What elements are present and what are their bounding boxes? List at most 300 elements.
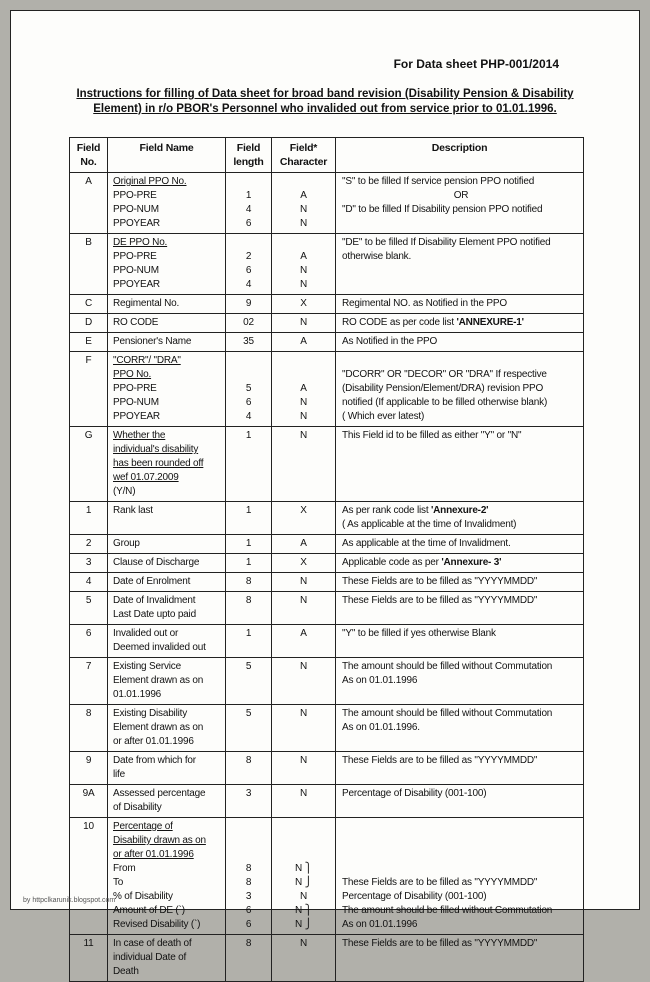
cell-line: No.	[80, 156, 97, 168]
cell-line: 9	[85, 755, 92, 766]
cell-line: These Fields are to be filled as "YYYYMMDD"	[342, 877, 538, 888]
table-row	[70, 658, 584, 705]
cell-line: Death	[113, 966, 139, 977]
cell-field-no	[70, 705, 108, 752]
cell-line: individual's disability	[113, 444, 199, 455]
cell-field-character	[272, 502, 336, 535]
cell-description	[336, 573, 584, 592]
cell-field-length	[226, 427, 272, 502]
cell-line: 5	[245, 661, 252, 672]
cell-field-no	[70, 234, 108, 295]
cell-line: Applicable code as per 'Annexure- 3'	[342, 557, 502, 568]
cell-field-name	[108, 333, 226, 352]
cell-field-length	[226, 333, 272, 352]
cell-field-name	[108, 658, 226, 705]
cell-line: "DE" to be filled If Disability Element PPO notified	[342, 237, 551, 248]
cell-field-length	[226, 785, 272, 818]
cell-line: In case of death of	[113, 938, 192, 949]
cell-line: N	[299, 265, 308, 276]
cell-line: PPO-PRE	[113, 190, 157, 201]
cell-line: Field	[236, 142, 261, 154]
cell-line: N	[299, 661, 308, 672]
cell-description	[336, 173, 584, 234]
cell-line: OR	[453, 190, 469, 201]
cell-line: 1	[245, 505, 252, 516]
cell-field-length	[226, 658, 272, 705]
cell-field-character	[272, 785, 336, 818]
table-row	[70, 352, 584, 427]
cell-line: N ⎭	[295, 919, 312, 930]
cell-field-name	[108, 935, 226, 982]
cell-field-length	[226, 554, 272, 573]
cell-field-character	[272, 554, 336, 573]
cell-line: B	[85, 237, 92, 248]
cell-line	[275, 236, 332, 250]
cell-line: D	[84, 317, 93, 328]
column-header	[70, 138, 108, 173]
cell-line: These Fields are to be filled as "YYYYMMDD"	[342, 938, 538, 949]
cell-line: A	[300, 336, 307, 347]
cell-line: PPOYEAR	[113, 279, 160, 290]
doc-title	[11, 87, 639, 117]
cell-line: 1	[85, 505, 92, 516]
cell-line: Date from which for	[113, 755, 196, 766]
cell-line: PPOYEAR	[113, 411, 160, 422]
table-row	[70, 314, 584, 333]
cell-line: 3	[245, 891, 252, 902]
cell-line: Amount of DE (`)	[113, 905, 185, 916]
table-body	[70, 173, 584, 982]
cell-field-no	[70, 625, 108, 658]
cell-line: Deemed invalided out	[113, 642, 206, 653]
cell-line: "CORR"/ "DRA"	[113, 355, 181, 366]
cell-line	[275, 834, 332, 848]
table-row	[70, 818, 584, 935]
cell-line: E	[85, 336, 92, 347]
cell-line: 3	[245, 788, 252, 799]
cell-line: A	[300, 251, 307, 262]
cell-line: Percentage of	[113, 821, 173, 832]
cell-line: 02	[243, 317, 254, 328]
cell-field-name	[108, 705, 226, 752]
cell-line: 4	[245, 204, 252, 215]
cell-line: A	[300, 628, 307, 639]
cell-field-no	[70, 502, 108, 535]
cell-line	[229, 834, 268, 848]
cell-line: X	[300, 298, 307, 309]
cell-line: 5	[245, 708, 252, 719]
cell-field-length	[226, 173, 272, 234]
cell-line: G	[84, 430, 93, 441]
cell-field-name	[108, 554, 226, 573]
cell-line: 01.01.1996	[113, 689, 162, 700]
cell-field-no	[70, 535, 108, 554]
cell-line: 2	[245, 251, 252, 262]
doc-ref: For Data sheet PHP-001/2014	[393, 57, 559, 71]
cell-description	[336, 705, 584, 752]
cell-line: 1	[245, 538, 252, 549]
cell-line: 6	[245, 919, 252, 930]
cell-line: C	[84, 298, 93, 309]
cell-line: ( Which ever latest)	[342, 411, 425, 422]
cell-line: PPO-NUM	[113, 397, 159, 408]
cell-line: The amount should be filled without Commutation	[342, 661, 553, 672]
cell-line: Original PPO No.	[113, 176, 187, 187]
document-page	[10, 10, 640, 977]
cell-field-name	[108, 502, 226, 535]
cell-line: 4	[85, 576, 92, 587]
cell-line: N	[299, 938, 308, 949]
cell-line: otherwise blank.	[342, 251, 412, 262]
cell-line: 7	[85, 661, 92, 672]
cell-line: X	[300, 557, 307, 568]
cell-line: Percentage of Disability (001-100)	[342, 891, 487, 902]
cell-line: "Y" to be filled if yes otherwise Blank	[342, 628, 496, 639]
cell-line: Field Name	[139, 142, 194, 154]
cell-line: 11	[83, 938, 94, 949]
cell-line: or after 01.01.1996	[113, 849, 194, 860]
cell-line	[229, 820, 268, 834]
cell-line: Existing Service	[113, 661, 181, 672]
cell-line: DE PPO No.	[113, 237, 168, 248]
cell-line: life	[113, 769, 125, 780]
cell-line: 8	[245, 595, 252, 606]
cell-line: 8	[245, 938, 252, 949]
cell-line: A	[85, 176, 92, 187]
cell-line: Invalided out or	[113, 628, 179, 639]
cell-field-name	[108, 234, 226, 295]
cell-field-length	[226, 573, 272, 592]
cell-line: 4	[245, 411, 252, 422]
cell-line: N	[299, 595, 308, 606]
cell-line: "DCORR" OR "DECOR" OR "DRA" If respective	[342, 369, 547, 380]
table-header-row	[70, 138, 584, 173]
cell-description	[336, 785, 584, 818]
cell-line	[342, 820, 580, 834]
cell-description	[336, 314, 584, 333]
cell-field-character	[272, 658, 336, 705]
column-header	[226, 138, 272, 173]
cell-line	[342, 354, 580, 368]
cell-line: Field	[76, 142, 101, 154]
cell-line: of Disability	[113, 802, 162, 813]
cell-line: N ⎭	[295, 877, 312, 888]
cell-line: 1	[245, 628, 252, 639]
cell-description	[336, 352, 584, 427]
cell-field-length	[226, 295, 272, 314]
cell-field-name	[108, 818, 226, 935]
cell-line: Date of Invalidment	[113, 595, 196, 606]
cell-field-no	[70, 592, 108, 625]
cell-field-no	[70, 314, 108, 333]
cell-line: The amount should be filled without Commutation	[342, 905, 553, 916]
cell-field-length	[226, 705, 272, 752]
cell-line: X	[300, 505, 307, 516]
cell-line: N	[299, 755, 308, 766]
cell-field-name	[108, 592, 226, 625]
table-row	[70, 295, 584, 314]
cell-line: These Fields are to be filled as "YYYYMMDD"	[342, 755, 538, 766]
cell-line	[229, 354, 268, 368]
cell-line: As on 01.01.1996	[342, 675, 418, 686]
cell-description	[336, 752, 584, 785]
cell-description	[336, 625, 584, 658]
cell-line: N	[299, 788, 308, 799]
cell-field-length	[226, 314, 272, 333]
table-row	[70, 502, 584, 535]
cell-line: Clause of Discharge	[113, 557, 200, 568]
doc-title-line-2: Element) in r/o PBOR's Personnel who invalided out from service prior to 01.01.1996.	[93, 103, 557, 115]
cell-line: 6	[245, 905, 252, 916]
cell-line: N	[299, 708, 308, 719]
cell-field-no	[70, 935, 108, 982]
table-row	[70, 333, 584, 352]
table-row	[70, 785, 584, 818]
cell-line: Percentage of Disability (001-100)	[342, 788, 487, 799]
cell-line: 4	[245, 279, 252, 290]
cell-line: wef 01.07.2009	[113, 472, 179, 483]
cell-description	[336, 818, 584, 935]
cell-line: or after 01.01.1996	[113, 736, 194, 747]
cell-line: N	[299, 317, 308, 328]
cell-line: Assessed percentage	[113, 788, 206, 799]
cell-line	[229, 236, 268, 250]
cell-field-no	[70, 785, 108, 818]
cell-line: Revised Disability (`)	[113, 919, 201, 930]
table-row	[70, 427, 584, 502]
cell-line: 3	[85, 557, 92, 568]
cell-line: The amount should be filled without Commutation	[342, 708, 553, 719]
cell-line: F	[85, 355, 92, 366]
cell-field-no	[70, 427, 108, 502]
cell-line: PPOYEAR	[113, 218, 160, 229]
cell-line: 8	[245, 755, 252, 766]
cell-line: N ⎫	[295, 863, 312, 874]
cell-line: PPO No.	[113, 369, 152, 380]
cell-line: Character	[279, 156, 328, 168]
table-row	[70, 573, 584, 592]
page-background	[0, 10, 650, 977]
cell-line: 6	[245, 265, 252, 276]
cell-line: N ⎫	[295, 905, 312, 916]
cell-line: 8	[85, 708, 92, 719]
table-header	[70, 138, 584, 173]
cell-description	[336, 502, 584, 535]
cell-line: From	[113, 863, 136, 874]
cell-field-name	[108, 535, 226, 554]
cell-line: As per rank code list 'Annexure-2'	[342, 505, 489, 516]
cell-field-no	[70, 658, 108, 705]
cell-field-no	[70, 295, 108, 314]
cell-line: Existing Disability	[113, 708, 188, 719]
cell-line: N	[299, 397, 308, 408]
cell-description	[336, 935, 584, 982]
cell-line: 1	[245, 557, 252, 568]
cell-line: (Y/N)	[113, 486, 136, 497]
cell-line: 6	[85, 628, 92, 639]
cell-line: Group	[113, 538, 140, 549]
cell-line: % of Disability	[113, 891, 173, 902]
cell-line: PPO-NUM	[113, 265, 159, 276]
cell-field-character	[272, 314, 336, 333]
cell-field-no	[70, 752, 108, 785]
table-row	[70, 173, 584, 234]
cell-line: 8	[245, 877, 252, 888]
cell-field-no	[70, 352, 108, 427]
cell-line: "D" to be filled If Disability pension PPO notified	[342, 204, 543, 215]
cell-field-character	[272, 535, 336, 554]
cell-field-name	[108, 785, 226, 818]
cell-field-length	[226, 752, 272, 785]
cell-line: 5	[85, 595, 92, 606]
cell-line	[275, 368, 332, 382]
cell-line: Regimental No.	[113, 298, 180, 309]
cell-line: 6	[245, 397, 252, 408]
cell-line: Last Date upto paid	[113, 609, 196, 620]
cell-line: 1	[245, 190, 252, 201]
cell-line: This Field id to be filled as either "Y" or "N"	[342, 430, 522, 441]
cell-line	[229, 175, 268, 189]
cell-line: RO CODE	[113, 317, 159, 328]
table-row	[70, 705, 584, 752]
table-row	[70, 935, 584, 982]
cell-description	[336, 333, 584, 352]
table-row	[70, 234, 584, 295]
cell-line: 9	[245, 298, 252, 309]
cell-line: Element drawn as on	[113, 675, 204, 686]
cell-line: notified (If applicable to be filled otherwise blank)	[342, 397, 548, 408]
cell-line	[342, 834, 580, 848]
cell-field-name	[108, 352, 226, 427]
cell-line: Pensioner's Name	[113, 336, 192, 347]
table-row	[70, 535, 584, 554]
cell-line: These Fields are to be filled as "YYYYMMDD"	[342, 576, 538, 587]
cell-line: PPO-PRE	[113, 383, 157, 394]
cell-line	[229, 368, 268, 382]
cell-field-length	[226, 352, 272, 427]
cell-line: length	[233, 156, 264, 168]
cell-field-name	[108, 173, 226, 234]
cell-line: 9A	[82, 788, 95, 799]
cell-field-character	[272, 592, 336, 625]
cell-line: (Disability Pension/Element/DRA) revision PPO	[342, 383, 544, 394]
cell-field-character	[272, 752, 336, 785]
cell-line: As on 01.01.1996.	[342, 722, 420, 733]
cell-field-no	[70, 333, 108, 352]
cell-line: Rank last	[113, 505, 153, 516]
cell-line: "S" to be filled If service pension PPO notified	[342, 176, 535, 187]
cell-line: N	[299, 430, 308, 441]
cell-field-character	[272, 234, 336, 295]
cell-line: 8	[245, 576, 252, 587]
cell-line: These Fields are to be filled as "YYYYMMDD"	[342, 595, 538, 606]
table-row	[70, 752, 584, 785]
cell-field-character	[272, 173, 336, 234]
doc-title-line-1: Instructions for filling of Data sheet for broad band revision (Disability Pension & Disability	[76, 88, 574, 100]
cell-field-no	[70, 573, 108, 592]
cell-field-no	[70, 818, 108, 935]
cell-field-length	[226, 625, 272, 658]
cell-field-name	[108, 752, 226, 785]
cell-description	[336, 535, 584, 554]
watermark: by httpclkarunik.blogspot.com	[23, 897, 116, 904]
cell-field-length	[226, 935, 272, 982]
table-row	[70, 592, 584, 625]
cell-line: N	[299, 279, 308, 290]
table-row	[70, 554, 584, 573]
cell-line: 8	[245, 863, 252, 874]
cell-line: 6	[245, 218, 252, 229]
cell-line: 35	[243, 336, 254, 347]
cell-line	[275, 848, 332, 862]
cell-field-character	[272, 295, 336, 314]
cell-description	[336, 658, 584, 705]
cell-line: 2	[85, 538, 92, 549]
cell-field-character	[272, 427, 336, 502]
cell-description	[336, 554, 584, 573]
cell-field-character	[272, 573, 336, 592]
cell-line	[275, 354, 332, 368]
cell-line: Whether the	[113, 430, 166, 441]
cell-line: Description	[431, 142, 488, 154]
cell-field-character	[272, 935, 336, 982]
cell-line	[342, 862, 580, 876]
cell-line: N	[299, 411, 308, 422]
cell-field-character	[272, 818, 336, 935]
cell-line: N	[299, 204, 308, 215]
cell-line: RO CODE as per code list 'ANNEXURE-1'	[342, 317, 524, 328]
cell-line: 1	[245, 430, 252, 441]
cell-field-length	[226, 535, 272, 554]
cell-line: Disability drawn as on	[113, 835, 206, 846]
cell-description	[336, 295, 584, 314]
cell-line: As applicable at the time of Invalidment.	[342, 538, 511, 549]
cell-line: Field*	[289, 142, 318, 154]
cell-field-length	[226, 502, 272, 535]
cell-field-length	[226, 592, 272, 625]
cell-description	[336, 234, 584, 295]
cell-line: N	[299, 891, 308, 902]
cell-field-name	[108, 625, 226, 658]
cell-line: A	[300, 538, 307, 549]
cell-field-name	[108, 314, 226, 333]
cell-line: A	[300, 383, 307, 394]
cell-field-no	[70, 554, 108, 573]
cell-field-character	[272, 352, 336, 427]
cell-line: has been rounded off	[113, 458, 204, 469]
column-header	[108, 138, 226, 173]
cell-line: 10	[83, 821, 94, 832]
cell-line: N	[299, 576, 308, 587]
cell-description	[336, 592, 584, 625]
cell-line	[275, 820, 332, 834]
cell-line: N	[299, 218, 308, 229]
cell-line: As on 01.01.1996	[342, 919, 418, 930]
cell-field-character	[272, 705, 336, 752]
cell-description	[336, 427, 584, 502]
column-header	[272, 138, 336, 173]
cell-line: A	[300, 190, 307, 201]
cell-field-no	[70, 173, 108, 234]
cell-line	[229, 848, 268, 862]
cell-line: Date of Enrolment	[113, 576, 191, 587]
cell-field-name	[108, 573, 226, 592]
cell-line: To	[113, 877, 124, 888]
cell-field-name	[108, 427, 226, 502]
cell-line: 5	[245, 383, 252, 394]
cell-line: PPO-NUM	[113, 204, 159, 215]
cell-field-name	[108, 295, 226, 314]
